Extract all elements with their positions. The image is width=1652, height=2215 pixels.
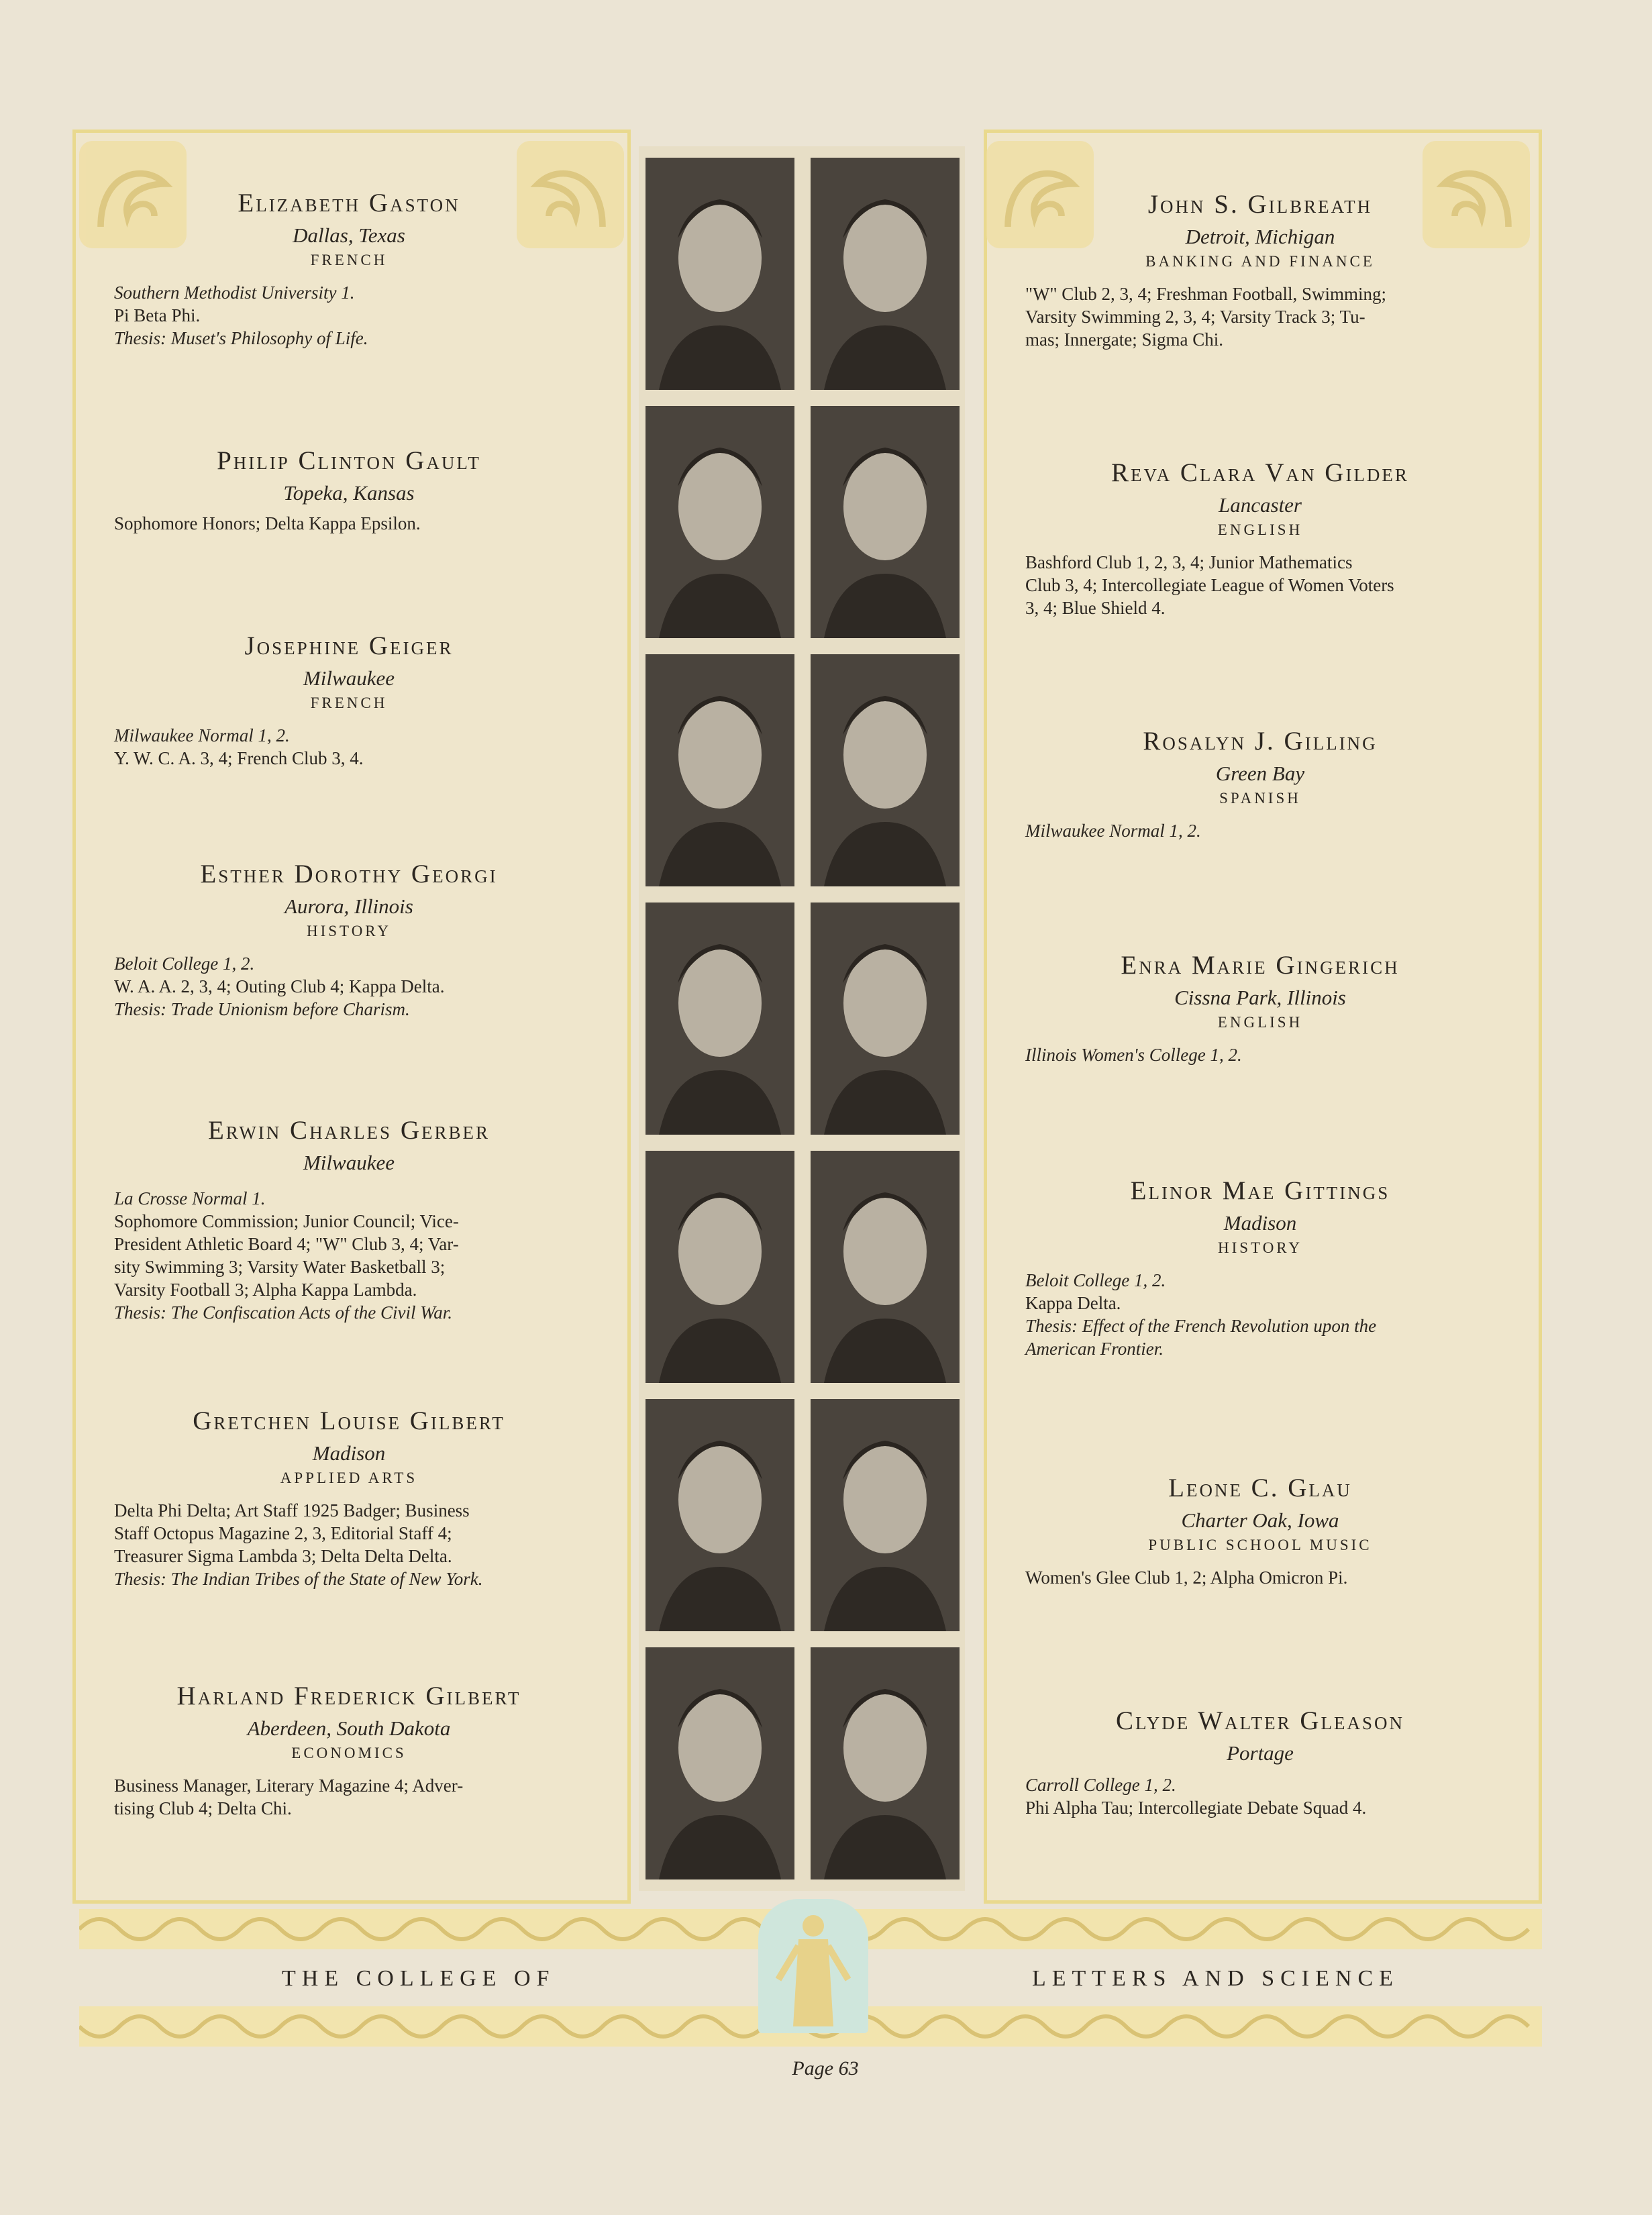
detail-line: Business Manager, Literary Magazine 4; Adver-: [114, 1775, 464, 1796]
student-details: [1025, 282, 1495, 351]
student-entry: [114, 859, 584, 1021]
footer-left-title: THE COLLEGE OF: [282, 1966, 556, 1991]
portrait-photo: [646, 1647, 794, 1879]
detail-line: Club 3, 4; Intercollegiate League of Women Voters: [1025, 575, 1394, 595]
student-entry: [114, 631, 584, 770]
student-name: Erwin Charles Gerber: [207, 1116, 490, 1145]
student-name: Enra Marie Gingerich: [1121, 951, 1400, 980]
student-name: Esther Dorothy Georgi: [200, 860, 498, 888]
student-name: Leone C. Glau: [1168, 1474, 1352, 1502]
detail-line: Bashford Club 1, 2, 3, 4; Junior Mathematics: [1025, 552, 1353, 572]
student-entry: [114, 1681, 584, 1820]
detail-line: Pi Beta Phi.: [114, 305, 201, 325]
detail-line: Treasurer Sigma Lambda 3; Delta Delta Delta.: [114, 1546, 452, 1566]
portrait-photo: [646, 406, 794, 638]
student-details: [1025, 1269, 1495, 1360]
student-hometown: Madison: [312, 1441, 386, 1465]
student-major: ENGLISH: [1217, 1014, 1303, 1031]
portrait-photo: [811, 1151, 960, 1383]
student-hometown: Charter Oak, Iowa: [1181, 1508, 1339, 1532]
student-hometown: Dallas, Texas: [293, 223, 405, 247]
detail-line: Thesis: The Confiscation Acts of the Civil War.: [114, 1302, 453, 1323]
detail-line: Beloit College 1, 2.: [1025, 1270, 1166, 1290]
student-name: John S. Gilbreath: [1147, 190, 1373, 219]
student-hometown: Milwaukee: [303, 666, 395, 690]
student-name: Elizabeth Gaston: [238, 189, 460, 217]
detail-line: Varsity Swimming 2, 3, 4; Varsity Track 3; Tu-: [1025, 307, 1365, 327]
portrait-photo: [811, 1647, 960, 1879]
detail-line: Thesis: Muset's Philosophy of Life.: [114, 328, 368, 348]
detail-line: Thesis: Trade Unionism before Charism.: [114, 999, 410, 1019]
student-name: Harland Frederick Gilbert: [176, 1682, 521, 1710]
student-name: Philip Clinton Gault: [217, 446, 481, 475]
student-hometown: Portage: [1227, 1741, 1294, 1765]
detail-line: tising Club 4; Delta Chi.: [114, 1798, 292, 1818]
student-name: Rosalyn J. Gilling: [1143, 727, 1378, 756]
student-major: FRENCH: [310, 252, 388, 268]
student-details: [1025, 1773, 1495, 1819]
student-name: Gretchen Louise Gilbert: [193, 1406, 505, 1435]
detail-line: President Athletic Board 4; "W" Club 3, 4; Var-: [114, 1234, 459, 1254]
portrait-photo: [811, 654, 960, 886]
student-major: BANKING AND FINANCE: [1145, 253, 1375, 270]
student-entry: [1025, 189, 1495, 351]
student-major: APPLIED ARTS: [280, 1470, 418, 1486]
student-details: [114, 952, 584, 1021]
student-hometown: Topeka, Kansas: [283, 481, 415, 505]
detail-line: Milwaukee Normal 1, 2.: [114, 725, 290, 745]
detail-line: mas; Innergate; Sigma Chi.: [1025, 329, 1223, 350]
student-entry: [1025, 1176, 1495, 1360]
student-name: Elinor Mae Gittings: [1130, 1176, 1390, 1205]
portrait-photo: [811, 158, 960, 390]
student-details: [1025, 551, 1495, 619]
detail-line: Thesis: Effect of the French Revolution upon the: [1025, 1316, 1377, 1336]
student-name: Clyde Walter Gleason: [1115, 1706, 1405, 1735]
student-details: [114, 1774, 584, 1820]
detail-line: Phi Alpha Tau; Intercollegiate Debate Squad 4.: [1025, 1798, 1367, 1818]
student-major: HISTORY: [1218, 1239, 1302, 1256]
detail-line: Staff Octopus Magazine 2, 3, Editorial Staff 4;: [114, 1523, 452, 1543]
portrait-photo: [646, 903, 794, 1135]
detail-line: Sophomore Commission; Junior Council; Vice-: [114, 1211, 459, 1231]
detail-line: Varsity Football 3; Alpha Kappa Lambda.: [114, 1280, 417, 1300]
detail-line: sity Swimming 3; Varsity Water Basketball 3;: [114, 1257, 446, 1277]
detail-line: Southern Methodist University 1.: [114, 282, 355, 303]
detail-line: American Frontier.: [1025, 1339, 1164, 1359]
portrait-photo: [646, 158, 794, 390]
student-entry: [114, 1115, 584, 1324]
student-entry: [114, 188, 584, 350]
student-entry: [1025, 950, 1495, 1066]
student-hometown: Lancaster: [1219, 493, 1302, 517]
figure-emblem-icon: [758, 1899, 868, 2033]
portrait-photo: [811, 903, 960, 1135]
student-entry: [114, 446, 584, 535]
student-details: [114, 281, 584, 350]
detail-line: Beloit College 1, 2.: [114, 954, 255, 974]
student-major: ENGLISH: [1217, 521, 1303, 538]
detail-line: W. A. A. 2, 3, 4; Outing Club 4; Kappa Delta.: [114, 976, 445, 996]
student-entry: [1025, 726, 1495, 842]
portrait-photo: [811, 1399, 960, 1631]
portrait-photo: [646, 1151, 794, 1383]
student-hometown: Madison: [1223, 1211, 1297, 1235]
student-major: ECONOMICS: [291, 1745, 407, 1761]
student-entry: [114, 1406, 584, 1590]
student-hometown: Green Bay: [1215, 762, 1305, 785]
student-details: [1025, 1043, 1495, 1066]
student-hometown: Detroit, Michigan: [1185, 225, 1335, 248]
detail-line: Delta Phi Delta; Art Staff 1925 Badger; Business: [114, 1500, 470, 1521]
detail-line: Illinois Women's College 1, 2.: [1025, 1045, 1242, 1065]
detail-line: La Crosse Normal 1.: [114, 1188, 266, 1208]
page-number: Page 63: [792, 2057, 859, 2079]
portrait-photo: [811, 406, 960, 638]
student-major: PUBLIC SCHOOL MUSIC: [1148, 1537, 1372, 1553]
student-hometown: Cissna Park, Illinois: [1174, 986, 1346, 1009]
detail-line: Sophomore Honors; Delta Kappa Epsilon.: [114, 513, 421, 533]
student-entry: [1025, 1473, 1495, 1589]
student-major: FRENCH: [310, 694, 388, 711]
detail-line: Kappa Delta.: [1025, 1293, 1121, 1313]
detail-line: "W" Club 2, 3, 4; Freshman Football, Swimming;: [1025, 284, 1387, 304]
footer-right-title: LETTERS AND SCIENCE: [1032, 1966, 1399, 1991]
student-details: [1025, 1566, 1495, 1589]
student-details: [1025, 819, 1495, 842]
student-entry: [1025, 458, 1495, 619]
detail-line: Thesis: The Indian Tribes of the State of New York.: [114, 1569, 483, 1589]
detail-line: Carroll College 1, 2.: [1025, 1775, 1176, 1795]
detail-line: Women's Glee Club 1, 2; Alpha Omicron Pi.: [1025, 1567, 1348, 1588]
portrait-photo: [646, 1399, 794, 1631]
student-major: SPANISH: [1219, 790, 1301, 807]
student-hometown: Aberdeen, South Dakota: [247, 1716, 451, 1740]
student-hometown: Milwaukee: [303, 1151, 395, 1174]
student-details: [114, 1187, 584, 1324]
detail-line: 3, 4; Blue Shield 4.: [1025, 598, 1166, 618]
portrait-photo: [646, 654, 794, 886]
student-name: Reva Clara Van Gilder: [1111, 458, 1409, 487]
detail-line: Y. W. C. A. 3, 4; French Club 3, 4.: [114, 748, 364, 768]
student-hometown: Aurora, Illinois: [285, 894, 413, 918]
student-details: [114, 512, 584, 535]
student-major: HISTORY: [307, 923, 391, 939]
student-name: Josephine Geiger: [244, 631, 454, 660]
student-details: [114, 1499, 584, 1590]
student-details: [114, 724, 584, 770]
student-entry: [1025, 1706, 1495, 1819]
detail-line: Milwaukee Normal 1, 2.: [1025, 821, 1201, 841]
